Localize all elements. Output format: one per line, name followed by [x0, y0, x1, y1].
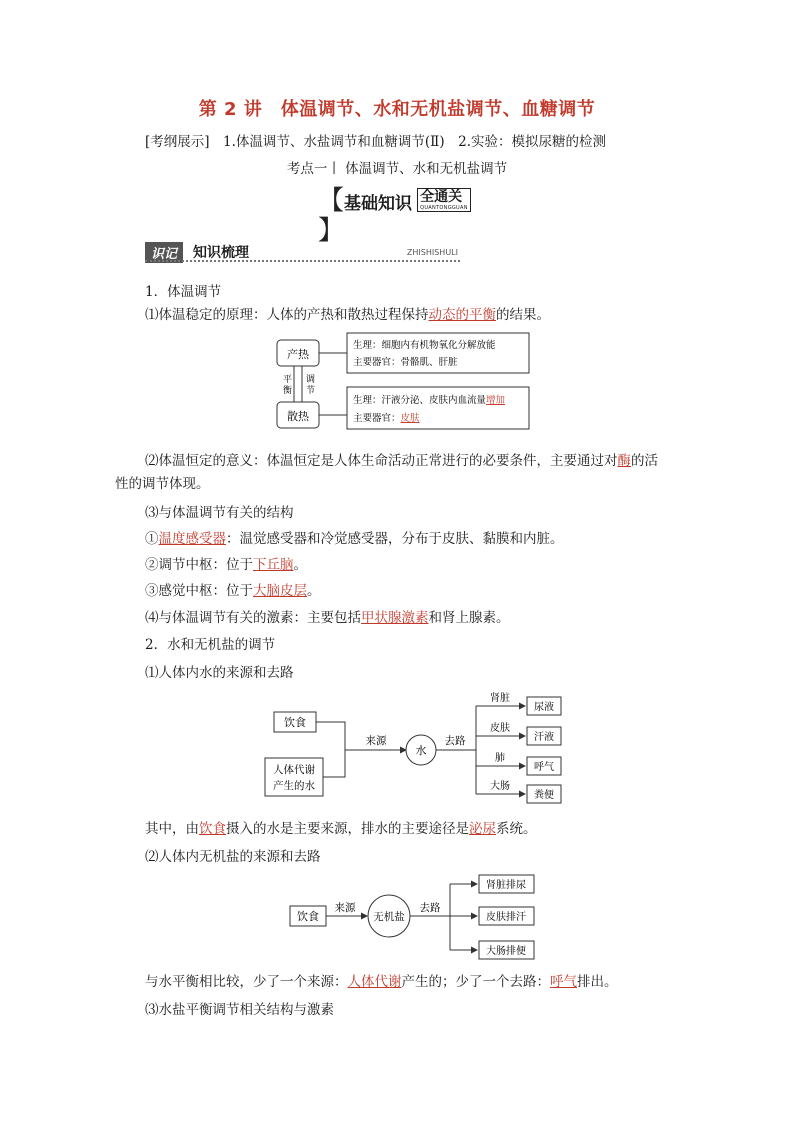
section-bar — [145, 240, 460, 262]
basic-knowledge-banner — [318, 186, 488, 246]
p3b-post: 。 — [293, 557, 307, 573]
p2-pre: ⑵体温恒定的意义：体温恒定是人体生命活动正常进行的必要条件，主要通过对 — [145, 453, 618, 469]
p8-answer-1: 人体代谢 — [347, 974, 402, 990]
metab-line2: 产生的水 — [273, 780, 315, 792]
sweat-label: 汗液 — [534, 732, 554, 743]
banner-bracket-left: 【 — [318, 186, 345, 216]
salt-balance-diagram — [285, 872, 545, 962]
loss-line2 — [353, 412, 420, 424]
regulate-char-1: 调 — [306, 375, 316, 385]
heat-balance-diagram — [272, 330, 542, 435]
loss-line1 — [353, 394, 506, 406]
p6-answer-1: 饮食 — [199, 821, 226, 837]
food-label: 饮食 — [284, 716, 306, 729]
p3a-answer: 温度感受器 — [158, 531, 226, 547]
p8-a: 与水平衡相比较，少了一个来源： — [145, 974, 348, 990]
p9: ⑶水盐平衡调节相关结构与激素 — [145, 1002, 334, 1018]
p7: ⑵人体内无机盐的来源和去路 — [145, 849, 321, 865]
p2-post: 的活 — [631, 453, 658, 469]
page-title: 第 2 讲 体温调节、水和无机盐调节、血糖调节 — [198, 99, 596, 120]
p6-b: 摄入的水是主要来源，排水的主要途径是 — [226, 821, 469, 837]
salt-out-label: 去路 — [419, 902, 441, 914]
syllabus-line: [考纲展示] 1.体温调节、水盐调节和血糖调节(Ⅱ) 2.实验：模拟尿糖的检测 — [145, 134, 607, 150]
banner-tag-text: 全通关 — [420, 189, 463, 205]
water-balance-diagram — [260, 692, 570, 810]
p2-answer: 酶 — [617, 453, 631, 469]
breath-label: 呼气 — [534, 762, 554, 773]
p4 — [145, 609, 510, 627]
prod-line1: 生理：细胞内有机物氧化分解放能 — [353, 340, 496, 351]
p3c-post: 。 — [307, 583, 321, 599]
p8-b: 产生的；少了一个去路： — [401, 974, 550, 990]
loss-line2-answer: 皮肤 — [400, 413, 420, 424]
salt-label: 无机盐 — [373, 911, 405, 923]
p3b — [145, 556, 307, 574]
p6-answer-2: 泌尿 — [469, 821, 496, 837]
p1 — [145, 306, 550, 324]
balance-char-2: 衡 — [283, 386, 293, 396]
banner-bracket-right: 】 — [318, 216, 345, 246]
salt-out-2: 皮肤排汗 — [486, 912, 526, 923]
kidney-label: 肾脏 — [490, 693, 510, 704]
loss-line2-pre: 主要器官： — [353, 413, 401, 424]
prod-line2: 主要器官：骨骼肌、肝脏 — [353, 357, 458, 368]
p4-post: 和肾上腺素。 — [428, 610, 510, 626]
p1-post: 的结果。 — [496, 307, 550, 323]
loss-line1-pre: 生理：汗液分泌、皮肤内血流量 — [353, 395, 487, 406]
p1-pre: ⑴体温稳定的原理：人体的产热和散热过程保持 — [145, 307, 429, 323]
p8-c: 排出。 — [577, 974, 618, 990]
p3c — [145, 582, 321, 600]
loss-line1-answer: 增加 — [486, 395, 506, 406]
section-title: 知识梳理 — [193, 245, 249, 261]
salt-out-1: 肾脏排尿 — [486, 880, 526, 891]
p3a — [145, 530, 564, 548]
p6 — [145, 820, 537, 838]
skin-label: 皮肤 — [490, 723, 510, 734]
kaodian-heading: 考点一丨 体温调节、水和无机盐调节 — [286, 161, 508, 177]
banner-main: 基础知识 — [344, 194, 413, 214]
p8 — [145, 973, 618, 991]
banner-tag — [417, 188, 471, 212]
p6-a: 其中，由 — [145, 821, 199, 837]
urine-label: 尿液 — [534, 702, 554, 713]
salt-source-label: 来源 — [334, 902, 356, 914]
p2 — [145, 452, 658, 470]
p4-pre: ⑷与体温调节有关的激素：主要包括 — [145, 610, 361, 626]
p3a-post: ：温觉感受器和冷觉感受器，分布于皮肤、黏膜和内脏。 — [226, 531, 564, 547]
gut-label: 大肠 — [490, 781, 510, 792]
feces-label: 粪便 — [534, 790, 554, 801]
p6-c: 系统。 — [496, 821, 537, 837]
section-label: 识记 — [145, 242, 183, 263]
water-label: 水 — [415, 744, 427, 757]
p8-answer-2: 呼气 — [550, 974, 577, 990]
p3c-answer: 大脑皮层 — [253, 583, 307, 599]
p3c-pre: ③感觉中枢：位于 — [145, 583, 253, 599]
p3a-pre: ① — [145, 531, 159, 547]
s1-heading: 1．体温调节 — [145, 284, 222, 300]
banner-tag-sub: QUANTONGGUAN — [420, 205, 468, 211]
out-label: 去路 — [444, 735, 466, 747]
heat-loss-label: 散热 — [287, 410, 309, 423]
salt-out-3: 大肠排便 — [486, 946, 526, 957]
metab-line1: 人体代谢 — [273, 764, 315, 776]
lung-label: 肺 — [495, 753, 505, 764]
salt-food-label: 饮食 — [297, 910, 319, 923]
section-pinyin: ZHISHISHULI — [406, 248, 458, 257]
balance-char-1: 平 — [283, 375, 293, 385]
p1-answer: 动态的平衡 — [428, 307, 496, 323]
regulate-char-2: 节 — [306, 386, 316, 396]
heat-prod-label: 产热 — [287, 348, 309, 361]
section-rule — [145, 260, 460, 262]
p3: ⑶与体温调节有关的结构 — [145, 505, 294, 521]
p5: ⑴人体内水的来源和去路 — [145, 665, 294, 681]
p3b-pre: ②调节中枢：位于 — [145, 557, 253, 573]
p4-answer: 甲状腺激素 — [361, 610, 429, 626]
source-label: 来源 — [365, 735, 387, 747]
s2-heading: 2．水和无机盐的调节 — [145, 637, 276, 653]
p3b-answer: 下丘脑 — [253, 557, 294, 573]
p2-line2: 性的调节体现。 — [115, 476, 210, 492]
